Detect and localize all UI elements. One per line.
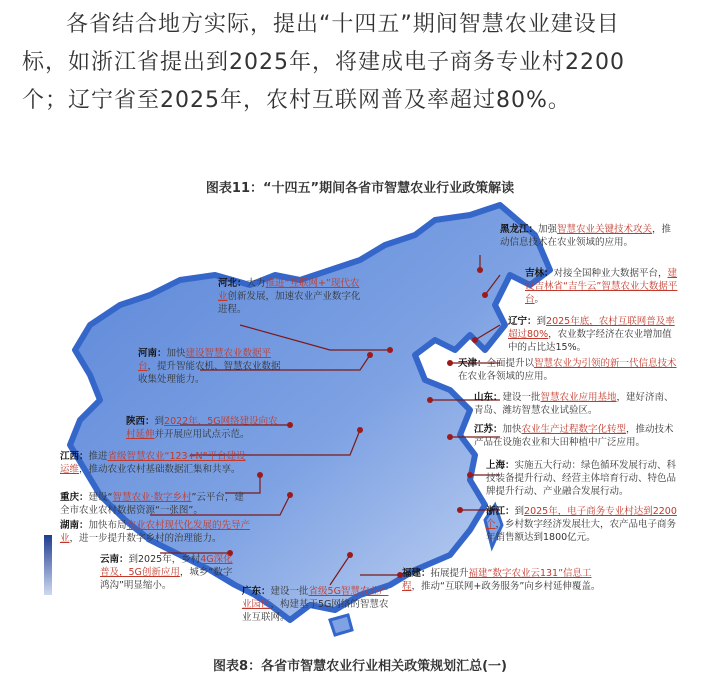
annotation-jiangsu: 江苏：加快农业生产过程数字化转型，推动技术产品在设施农业和大田种植中广泛应用。 [474,424,674,448]
annotation-tianjin: 天津：全面提升以智慧农业为引领的新一代信息技术在农业各领域的应用。 [458,358,677,382]
map-color-legend [44,535,52,595]
annotation-jilin: 吉林：对接全国种业大数据平台，建设吉林省“吉牛云”智慧农业大数据平台。 [525,268,678,305]
annotation-heilongjiang: 黑龙江：加强智慧农业关键技术攻关，推动信息技术在农业领域的应用。 [500,224,672,248]
annotation-liaoning: 辽宁：到2025年底，农村互联网普及率超过80%，农业数字经济在农业增加值中的占比达15%。 [508,316,675,353]
annotation-shaanxi: 陕西：到2022年，5G网络建设向农村延伸并开展应用试点示范。 [126,416,278,440]
annotation-jiangxi: 江西：推进省级智慧农业“123+N”平台建设运维，推动农业农村基础数据汇集和共享。 [60,451,246,475]
policy-map-figure [30,175,690,655]
annotation-yunnan: 云南：到2025年，乡村4G深化普及，5G创新应用，城乡“数字鸿沟”明显缩小。 [100,554,233,591]
annotation-guangdong: 广东：建设一批省级5G智慧农业产业园区，构建基于5G网络的智慧农业互联网。 [242,586,389,623]
annotation-hebei: 河北：大力推进“互联网+”现代农业创新发展，加速农业产业数字化进程。 [218,278,361,315]
annotation-fujian: 福建：拓展提升福建“数字农业云131”信息工程，推动“互联网+政务服务”向乡村延伸覆盖。 [402,568,601,592]
paragraph-line-1: 各省结合地方实际，提出“十四五”期间智慧农业建设目 [66,12,620,37]
figure-11-title: 图表11：“十四五”期间各省市智慧农业行业政策解读 [205,181,515,196]
figure-8-title: 图表8：各省市智慧农业行业相关政策规划汇总(一) [213,659,507,674]
annotation-zhejiang: 浙江：到2025年，电子商务专业村达到2200个，乡村数字经济发展壮大，农产品电子商务年销售额达到1800亿元。 [486,506,677,543]
paragraph-line-2: 标，如浙江省提出到2025年，将建成电子商务专业村2200 [22,50,625,75]
annotation-henan: 河南：加快建设智慧农业数据平台，提升智能农机、智慧农业数据收集处理能力。 [138,348,281,385]
annotation-chongqing: 重庆：建设“智慧农业·数字乡村”云平台，建全市农业农村数据资源“一张图”。 [60,492,244,516]
paragraph-line-3: 个；辽宁省至2025年，农村互联网普及率超过80%。 [22,88,571,113]
intro-paragraph [22,6,698,120]
annotation-shanghai: 上海：实施五大行动：绿色循环发展行动、科技装备提升行动、经营主体培育行动、特色品牌提升行动、产业融合发展行动。 [486,460,677,497]
annotation-hunan: 湖南：加快布局农业农村现代化发展的先导产业，进一步提升数字乡村的治理能力。 [60,520,251,544]
annotation-shandong: 山东：建设一批智慧农业应用基地，建好济南、青岛、潍坊智慧农业试验区。 [474,392,674,416]
